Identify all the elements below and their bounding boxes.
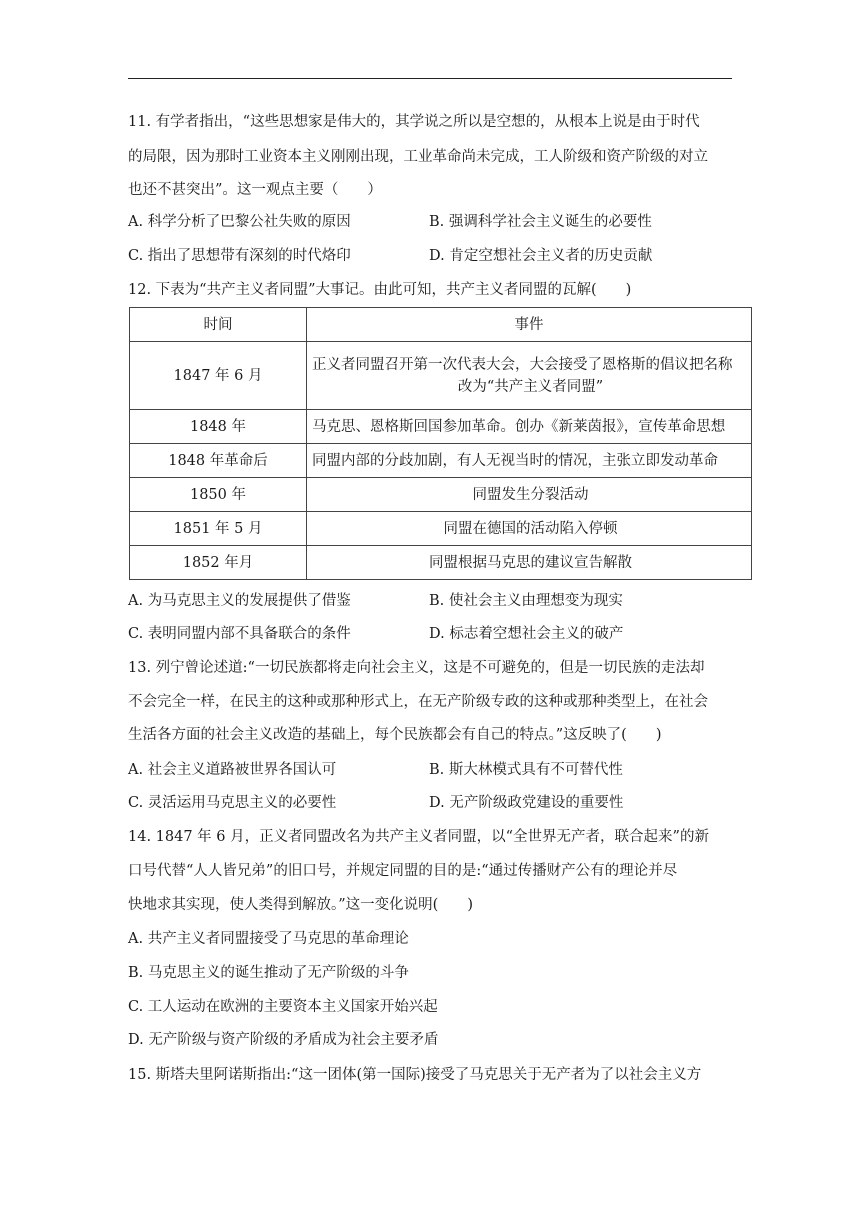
table-cell-time: 1852 年月: [130, 546, 307, 580]
table-cell-event: 同盟在德国的活动陷入停顿: [307, 512, 752, 546]
q14-stem-line-1: 14. 1847 年 6 月，正义者同盟改名为共产主义者同盟，以“全世界无产者，联合起来”的新: [128, 829, 709, 845]
q14-option-a: A. 共产主义者同盟接受了马克思的革命理论: [128, 931, 409, 947]
table-cell-time: 1851 年 5 月: [130, 512, 307, 546]
q11-stem-line-2: 的局限，因为那时工业资本主义刚刚出现，工业革命尚未完成，工人阶级和资产阶级的对立: [128, 149, 708, 165]
table-header-row: [130, 308, 752, 342]
table-cell-event: 同盟根据马克思的建议宣告解散: [307, 546, 752, 580]
q11-stem-line-3: 也还不甚突出”。这一观点主要（ ）: [128, 182, 382, 198]
table-cell-event: 同盟内部的分歧加剧，有人无视当时的情况，主张立即发动革命: [307, 444, 752, 478]
q13-option-c: C. 灵活运用马克思主义的必要性: [128, 795, 337, 811]
table-cell-time: 1850 年: [130, 478, 307, 512]
q14-stem-line-3: 快地求其实现，使人类得到解放。”这一变化说明( ): [128, 897, 473, 913]
table-cell-time: 1848 年革命后: [130, 444, 307, 478]
q13-option-b: B. 斯大林模式具有不可替代性: [429, 762, 623, 778]
q13-option-a: A. 社会主义道路被世界各国认可: [128, 762, 337, 778]
q12-option-a: A. 为马克思主义的发展提供了借鉴: [128, 593, 351, 609]
header-rule: [128, 78, 732, 79]
table-cell-event-line-2: 改为“共产主义者同盟”: [457, 378, 604, 395]
q15-stem-line-1: 15. 斯塔夫里阿诺斯指出:“这一团体(第一国际)接受了马克思关于无产者为了以社会主义方: [128, 1067, 702, 1083]
q13-stem-line-2: 不会完全一样，在民主的这种或那种形式上，在无产阶级专政的这种或那种类型上，在社会: [128, 694, 708, 710]
q13-stem-line-3: 生活各方面的社会主义改造的基础上，每个民族都会有自己的特点。”这反映了( ): [128, 727, 662, 743]
q11-option-c: C. 指出了思想带有深刻的时代烙印: [128, 248, 351, 264]
table-row: [130, 478, 752, 512]
q11-option-a: A. 科学分析了巴黎公社失败的原因: [128, 214, 351, 230]
q11-stem-line-1: 11. 有学者指出，“这些思想家是伟大的，其学说之所以是空想的，从根本上说是由于时代: [128, 114, 700, 130]
q14-stem-line-2: 口号代替“人人皆兄弟”的旧口号，并规定同盟的目的是:“通过传播财产公有的理论并尽: [128, 863, 678, 879]
table-row: [130, 546, 752, 580]
table-cell-time: 1848 年: [130, 410, 307, 444]
table-cell-time: 1847 年 6 月: [130, 342, 307, 410]
table-cell-event: 同盟发生分裂活动: [307, 478, 752, 512]
table-row: [130, 342, 752, 410]
q12-option-b: B. 使社会主义由理想变为现实: [429, 593, 623, 609]
table-cell-event: 马克思、恩格斯回国参加革命。创办《新莱茵报》，宣传革命思想: [307, 410, 752, 444]
table-row: [130, 444, 752, 478]
q14-option-d: D. 无产阶级与资产阶级的矛盾成为社会主要矛盾: [128, 1032, 439, 1048]
events-table: [129, 307, 752, 580]
q12-option-d: D. 标志着空想社会主义的破产: [429, 626, 624, 642]
q14-option-c: C. 工人运动在欧洲的主要资本主义国家开始兴起: [128, 999, 438, 1015]
table-row: [130, 410, 752, 444]
table-header-time: 时间: [130, 308, 307, 342]
q11-option-b: B. 强调科学社会主义诞生的必要性: [429, 214, 652, 230]
q14-option-b: B. 马克思主义的诞生推动了无产阶级的斗争: [128, 965, 409, 981]
q12-option-c: C. 表明同盟内部不具备联合的条件: [128, 626, 351, 642]
table-cell-event-line-1: 正义者同盟召开第一次代表大会，大会接受了恩格斯的倡议把名称: [312, 356, 733, 373]
table-header-event: 事件: [307, 308, 752, 342]
table-row: [130, 512, 752, 546]
q11-option-d: D. 肯定空想社会主义者的历史贡献: [429, 248, 653, 264]
q13-option-d: D. 无产阶级政党建设的重要性: [429, 795, 624, 811]
q13-stem-line-1: 13. 列宁曾论述道:“一切民族都将走向社会主义，这是不可避免的，但是一切民族的走法却: [128, 660, 705, 676]
q12-stem: 12. 下表为“共产主义者同盟”大事记。由此可知，共产主义者同盟的瓦解( ): [128, 282, 632, 298]
table-cell-event: [307, 342, 752, 410]
